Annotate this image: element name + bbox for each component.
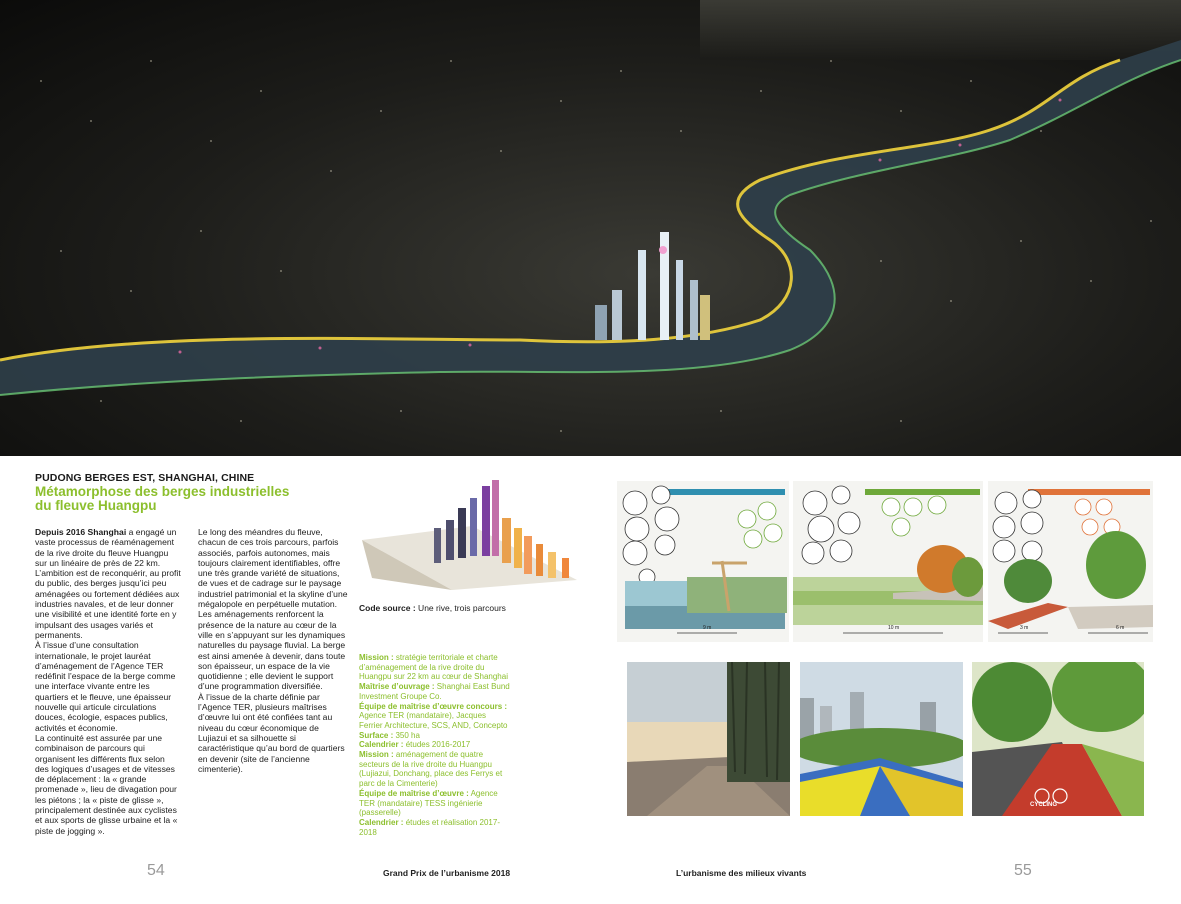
- fact-item: Surface : 350 ha: [359, 730, 420, 740]
- jogging-diagram: [988, 481, 1153, 642]
- track-marking: CYCLING: [1030, 802, 1057, 808]
- lead-phrase: Depuis 2016 Shanghai: [35, 527, 127, 537]
- lit-riverbank-west: [0, 60, 1120, 360]
- col2-paragraph-1: Le long des méandres du fleuve, chacun de ces trois parcours, parfois associés, parfois autonomes, mais toujours clairement identifiables, offre une très grande variété de situations, de vues et de cadrage sur le paysage industriel patrimonial et la skyline d’une mégalopole en perpétuelle mutation.: [198, 527, 348, 610]
- glisse-diagram: [793, 481, 983, 642]
- fact-item: Mission : stratégie territoriale et charte d’aménagement de la rive droite du Huangpu sur 22 km au cœur de Shanghai: [359, 653, 508, 682]
- col1-paragraph-3: La continuité est assurée par une combinaison de parcours qui organisent les différents flux selon des logiques d’usages et de vitesses de déplacement : la « grande promenade », lieu de divagation pour les piétons ; la « piste de glisse », principalement destinée aux cyclistes et aux sports de glisse urbaine et la « piste de jogging ».: [35, 732, 178, 836]
- fact-item: Calendrier : études et réalisation 2017-2018: [359, 817, 500, 837]
- photo-boardwalk: [627, 662, 790, 816]
- col1-paragraph-2: À l’issue d’une consultation internationale, le projet lauréat d’aménagement de l’Agence TER redéfinit l’espace de la berge comme une interface vivante entre les quartiers et le fleuve, une épaisseur nouvelle qui articule circulations douces, écologie, espaces publics, activités et économie.: [35, 640, 176, 733]
- fact-item: Calendrier : études 2016-2017: [359, 740, 471, 750]
- caption-label: Code source :: [359, 603, 416, 613]
- caption-text: Une rive, trois parcours: [415, 603, 506, 613]
- scale-label: 10 m: [888, 625, 900, 631]
- scale-label: 6 m: [1116, 625, 1125, 631]
- article-kicker: PUDONG BERGES EST, SHANGHAI, CHINE: [35, 472, 255, 484]
- col2-paragraph-2: Les aménagements renforcent la présence de la nature au cœur de la ville en s’appuyant sur les dynamiques naturelles du paysage fluvial. La berge est ainsi amenée à devenir, dans toute son épaisseur, un espace de la vie quotidienne ; elle devient le support d’une programmation diversifiée.: [198, 609, 346, 692]
- scale-label: 9 m: [703, 625, 712, 631]
- article-column-1: [35, 527, 181, 836]
- photo-colored-plaza: [800, 662, 963, 816]
- lujiazui-skyline: [595, 232, 710, 340]
- left-running-footer: Grand Prix de l’urbanisme 2018: [383, 868, 511, 878]
- article-column-2: [198, 527, 348, 774]
- article-title-line1: Métamorphose des berges industrielles: [35, 484, 290, 499]
- scale-label: 3 m: [1020, 625, 1029, 631]
- article-title: [35, 485, 289, 513]
- col2-paragraph-3: À l’issue de la charte définie par l’Agence TER, plusieurs maîtrises d’œuvre lui ont été confiées tant au niveau du cœur économique de Lujiazui et sa silhouette si caractéristique qu’au bord de quartiers en devenir (site de l’ancienne cimenterie).: [198, 691, 345, 774]
- fact-item: Mission : aménagement de quatre secteurs de la rive droite du Huangpu (Lujiazui, Donchang, place des Ferrys et parc de la Cimenterie): [359, 750, 503, 789]
- right-running-footer: L’urbanisme des milieux vivants: [676, 868, 807, 878]
- photo-running-track: [972, 662, 1144, 816]
- right-page-number: 55: [1014, 862, 1032, 879]
- article-title-line2: du fleuve Huangpu: [35, 498, 157, 513]
- code-source-skyline-graphic: [362, 478, 577, 590]
- promenade-diagram: [617, 481, 789, 642]
- fact-item: Équipe de maîtrise d’œuvre concours : Agence TER (mandataire), Jacques Ferrier Architecture, SCS, AND, Concepto: [359, 701, 508, 730]
- fact-item: Équipe de maîtrise d’œuvre : Agence TER (mandataire) TESS ingénierie (passerelle): [359, 788, 498, 818]
- project-facts: [359, 653, 511, 837]
- fact-item: Maîtrise d’ouvrage : Shanghai East Bund Investment Groupe Co.: [359, 682, 510, 701]
- col1-paragraph-1: a engagé un vaste processus de réaménagement de la rive droite du fleuve Huangpu sur un linéaire de près de 22 km. L’ambition est de reconquérir, au profit du public, des berges jusqu’ici peu aménagées ou fortement dédiées aux industries navales, et de leur donner une visibilité et une identité forte en y impulsant des usages variés et permanents.: [35, 527, 181, 640]
- left-page-number: 54: [147, 862, 165, 879]
- figure-caption: [359, 603, 506, 613]
